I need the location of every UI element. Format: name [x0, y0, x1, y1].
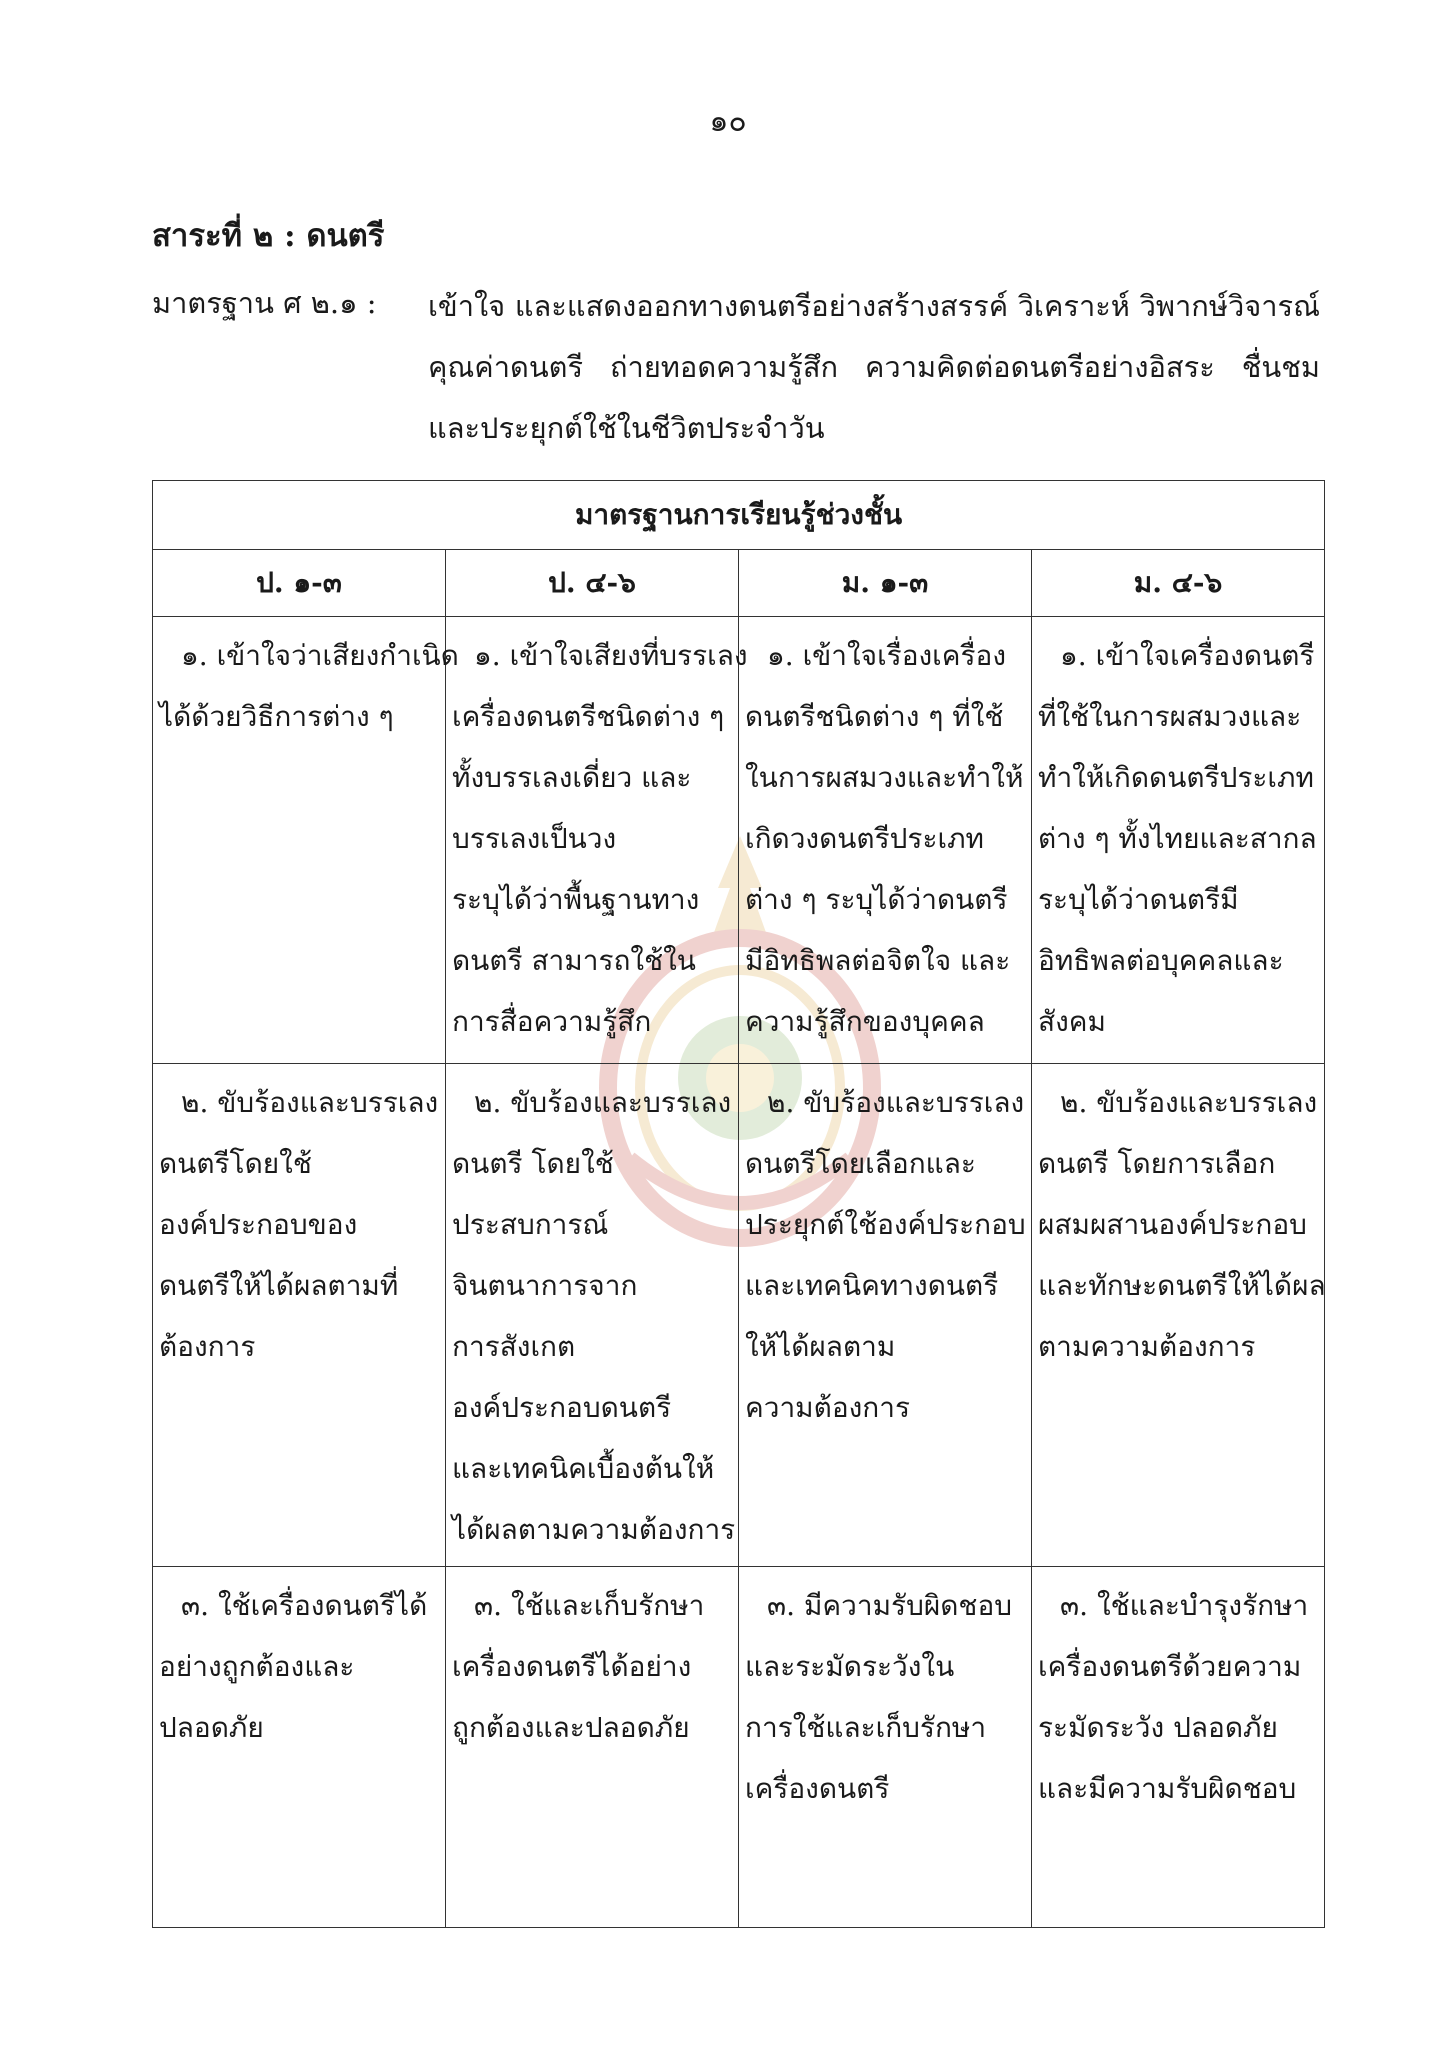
cell-line: เครื่องดนตรี	[745, 1772, 890, 1805]
cell-line: ดนตรี โดยใช้	[452, 1147, 614, 1180]
section-title: สาระที่ ๒ : ดนตรี	[152, 218, 385, 254]
cell-line: ประยุกต์ใช้องค์ประกอบ	[745, 1208, 1026, 1241]
cell-line: บรรเลงเป็นวง	[452, 822, 617, 855]
cell-line: การสังเกต	[452, 1330, 576, 1363]
cell-line: ดนตรีให้ได้ผลตามที่	[159, 1269, 399, 1302]
cell-line: ๒. ขับร้องและบรรเลง	[767, 1086, 1025, 1119]
table-cell	[1032, 1064, 1325, 1567]
cell-line: การสื่อความรู้สึก	[452, 1005, 652, 1038]
cell-line: จินตนาการจาก	[452, 1269, 638, 1302]
cell-line: ระมัดระวัง ปลอดภัย	[1038, 1711, 1278, 1744]
cell-line: สังคม	[1038, 1005, 1106, 1038]
cell-line: เครื่องดนตรีได้อย่าง	[452, 1650, 692, 1683]
table-cell	[739, 617, 1032, 1064]
table-cell	[446, 1064, 739, 1567]
cell-line: ได้ผลตามความต้องการ	[452, 1513, 736, 1546]
cell-line: ถูกต้องและปลอดภัย	[452, 1711, 690, 1744]
cell-line: ระบุได้ว่าพื้นฐานทาง	[452, 883, 700, 916]
cell-line: เกิดวงดนตรีประเภท	[745, 822, 984, 855]
cell-line: และระมัดระวังใน	[745, 1650, 955, 1683]
column-header: ม. ๑-๓	[739, 550, 1032, 617]
cell-line: ดนตรี สามารถใช้ใน	[452, 944, 696, 977]
table-cell	[153, 1064, 446, 1567]
cell-line: ๑. เข้าใจเสียงที่บรรเลง	[474, 639, 748, 672]
cell-line: ๑. เข้าใจเรื่องเครื่อง	[767, 639, 1007, 672]
cell-line: อย่างถูกต้องและ	[159, 1650, 355, 1683]
standard-line: และประยุกต์ใช้ในชีวิตประจำวัน	[428, 411, 825, 445]
cell-line: เครื่องดนตรีชนิดต่าง ๆ	[452, 700, 725, 733]
cell-line: และเทคนิคทางดนตรี	[745, 1269, 999, 1302]
cell-line: ได้ด้วยวิธีการต่าง ๆ	[159, 700, 394, 733]
table-cell	[446, 1567, 739, 1928]
cell-line: ๑. เข้าใจเครื่องดนตรี	[1060, 639, 1315, 672]
cell-line: ในการผสมวงและทำให้	[745, 761, 1024, 794]
table-cell	[1032, 617, 1325, 1064]
cell-line: ๓. ใช้เครื่องดนตรีได้	[181, 1589, 428, 1622]
table-row	[153, 617, 1325, 1064]
page-number: ๑๐	[709, 104, 747, 139]
table-cell	[739, 1064, 1032, 1567]
table-cell	[739, 1567, 1032, 1928]
standard-line: เข้าใจ และแสดงออกทางดนตรีอย่างสร้างสรรค์ วิเคราะห์ วิพากษ์วิจารณ์	[428, 289, 1320, 323]
cell-line: ดนตรี โดยการเลือก	[1038, 1147, 1276, 1180]
cell-line: ต้องการ	[159, 1330, 256, 1363]
cell-line: อิทธิพลต่อบุคคลและ	[1038, 944, 1284, 977]
cell-line: ดนตรีโดยใช้	[159, 1147, 312, 1180]
cell-line: ๑. เข้าใจว่าเสียงกำเนิด	[181, 639, 459, 672]
cell-line: ดนตรีโดยเลือกและ	[745, 1147, 976, 1180]
table-row	[153, 1567, 1325, 1928]
table-cell	[1032, 1567, 1325, 1928]
cell-line: ทั้งบรรเลงเดี่ยว และ	[452, 761, 692, 794]
cell-line: องค์ประกอบดนตรี	[452, 1391, 672, 1424]
cell-line: ดนตรีชนิดต่าง ๆ ที่ใช้	[745, 700, 1004, 733]
table-body	[153, 617, 1325, 1928]
cell-line: องค์ประกอบของ	[159, 1208, 358, 1241]
cell-line: และทักษะดนตรีให้ได้ผล	[1038, 1269, 1326, 1302]
cell-line: ผสมผสานองค์ประกอบ	[1038, 1208, 1307, 1241]
cell-line: ๒. ขับร้องและบรรเลง	[181, 1086, 439, 1119]
table-title: มาตรฐานการเรียนรู้ช่วงชั้น	[153, 481, 1325, 550]
standard-line: คุณค่าดนตรี ถ่ายทอดความรู้สึก ความคิดต่อดนตรีอย่างอิสระ ชื่นชม	[428, 350, 1320, 384]
cell-line: การใช้และเก็บรักษา	[745, 1711, 987, 1744]
cell-line: ปลอดภัย	[159, 1711, 264, 1744]
cell-line: ที่ใช้ในการผสมวงและ	[1038, 700, 1302, 733]
cell-line: ตามความต้องการ	[1038, 1330, 1256, 1363]
cell-line: ระบุได้ว่าดนตรีมี	[1038, 883, 1239, 916]
cell-line: มีอิทธิพลต่อจิตใจ และ	[745, 944, 1011, 977]
cell-line: ๒. ขับร้องและบรรเลง	[474, 1086, 732, 1119]
cell-line: ให้ได้ผลตาม	[745, 1330, 896, 1363]
cell-line: ความรู้สึกของบุคคล	[745, 1005, 985, 1038]
cell-line: ทำให้เกิดดนตรีประเภท	[1038, 761, 1314, 794]
table-cell	[446, 617, 748, 1064]
table-row	[153, 1064, 1325, 1567]
learning-standards-table	[152, 480, 1325, 1928]
cell-line: ประสบการณ์	[452, 1208, 609, 1241]
table-cell	[153, 617, 459, 1064]
column-header: ม. ๔-๖	[1032, 550, 1325, 617]
cell-line: ต่าง ๆ ระบุได้ว่าดนตรี	[745, 883, 1008, 916]
cell-line: ต่าง ๆ ทั้งไทยและสากล	[1038, 822, 1317, 855]
cell-line: และมีความรับผิดชอบ	[1038, 1772, 1297, 1805]
cell-line: ๓. มีความรับผิดชอบ	[767, 1589, 1013, 1622]
cell-line: เครื่องดนตรีด้วยความ	[1038, 1650, 1302, 1683]
cell-line: และเทคนิคเบื้องต้นให้	[452, 1452, 715, 1485]
table-cell	[153, 1567, 446, 1928]
column-header: ป. ๔-๖	[446, 550, 739, 617]
column-header: ป. ๑-๓	[153, 550, 446, 617]
standard-code: มาตรฐาน ศ ๒.๑ :	[152, 286, 377, 320]
cell-line: ความต้องการ	[745, 1391, 911, 1424]
cell-line: ๓. ใช้และบำรุงรักษา	[1060, 1589, 1309, 1622]
standard-description	[428, 276, 1320, 459]
cell-line: ๓. ใช้และเก็บรักษา	[474, 1589, 705, 1622]
cell-line: ๒. ขับร้องและบรรเลง	[1060, 1086, 1318, 1119]
